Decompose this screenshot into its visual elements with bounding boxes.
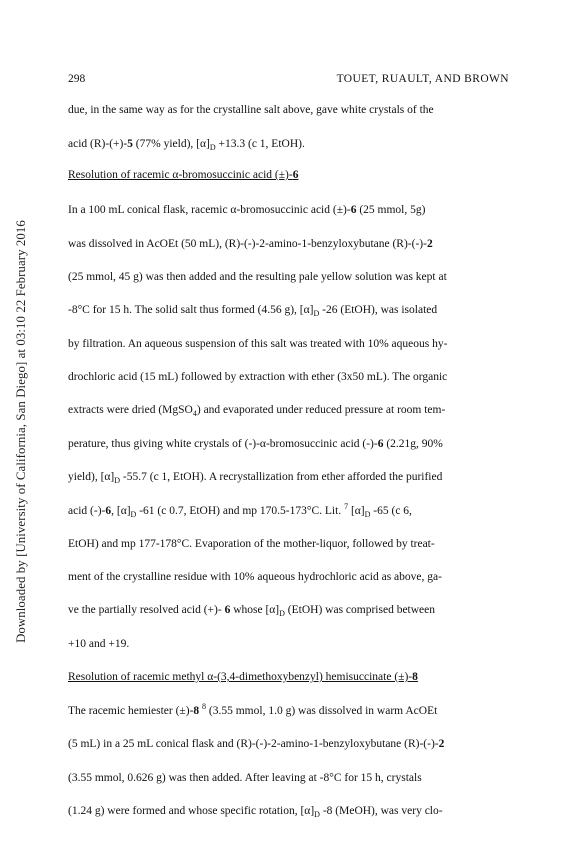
body-line-21: (3.55 mmol, 0.626 g) was then added. After leaving at -8°C for 15 h, crystals — [68, 772, 422, 784]
body-line-13: acid (-)-6, $[\alpha]_D$ -61 (c 0.7, EtOH) and mp 170.5-173°C. Lit. $^7$ $[\alpha]_D$ -65 (c 6, — [68, 502, 412, 519]
body-line-4: In a 100 mL conical flask, racemic α-bromosuccinic acid (±)-6 (25 mmol, 5g) — [68, 204, 426, 216]
download-notice-sidebar — [8, 219, 34, 643]
running-header-authors: TOUET, RUAULT, AND BROWN — [336, 73, 509, 85]
body-line-16: ve the partially resolved acid (+)- 6 whose $[\alpha]_D$ (EtOH) was comprised between — [68, 604, 436, 618]
body-line-17: +10 and +19. — [68, 638, 130, 650]
download-notice: Downloaded by [University of California, San Diego] at 03:10 22 February 2016 — [13, 219, 28, 643]
body-line-12: yield), $[\alpha]_D$ -55.7 (c 1, EtOH). A recrystallization from ether afforded the purified — [68, 471, 443, 485]
body-line-11: perature, thus giving white crystals of (-)-α-bromosuccinic acid (-)-6 (2.21g, 90% — [68, 438, 443, 450]
section-heading-resolution-hemisuccinate: Resolution of racemic methyl α-(3,4-dimethoxybenzyl) hemisuccinate (±)-8 — [68, 671, 418, 683]
section-heading-resolution-bromosuccinic: Resolution of racemic α-bromosuccinic acid (±)-6 — [68, 169, 299, 181]
body-line-19: The racemic hemiester (±)-8 $^8$ (3.55 mmol, 1.0 g) was dissolved in warm AcOEt — [68, 702, 438, 717]
body-line-15: ment of the crystalline residue with 10% aqueous hydrochloric acid as above, ga- — [68, 571, 442, 583]
body-line-14: EtOH) and mp 177-178°C. Evaporation of the mother-liquor, followed by treat- — [68, 538, 435, 550]
body-line-9: drochloric acid (15 mL) followed by extraction with ether (3x50 mL). The organic — [68, 371, 448, 383]
body-line-2: acid (R)-(+)-5 (77% yield), $[\alpha]_D +13.3$ (c 1, EtOH). — [68, 138, 305, 152]
page-number: 298 — [68, 73, 86, 85]
body-line-7: -8°C for 15 h. The solid salt thus formed (4.56 g), $[\alpha]_D$ -26 (EtOH), was isolated — [68, 304, 438, 318]
body-line-22: (1.24 g) were formed and whose specific rotation, $[\alpha]_D$ -8 (MeOH), was very clo- — [68, 805, 443, 819]
body-line-10: extracts were dried (MgSO$_4$) and evaporated under reduced pressure at room tem- — [68, 404, 446, 418]
body-line-20: (5 mL) in a 25 mL conical flask and (R)-(-)-2-amino-1-benzyloxybutane (R)-(-)-2 — [68, 738, 445, 750]
body-line-1: due, in the same way as for the crystalline salt above, gave white crystals of the — [68, 104, 434, 116]
body-line-6: (25 mmol, 45 g) was then added and the resulting pale yellow solution was kept at — [68, 271, 447, 283]
body-line-8: by filtration. An aqueous suspension of this salt was treated with 10% aqueous hy- — [68, 338, 448, 350]
body-line-5: was dissolved in AcOEt (50 mL), (R)-(-)-2-amino-1-benzyloxybutane (R)-(-)-2 — [68, 238, 433, 250]
